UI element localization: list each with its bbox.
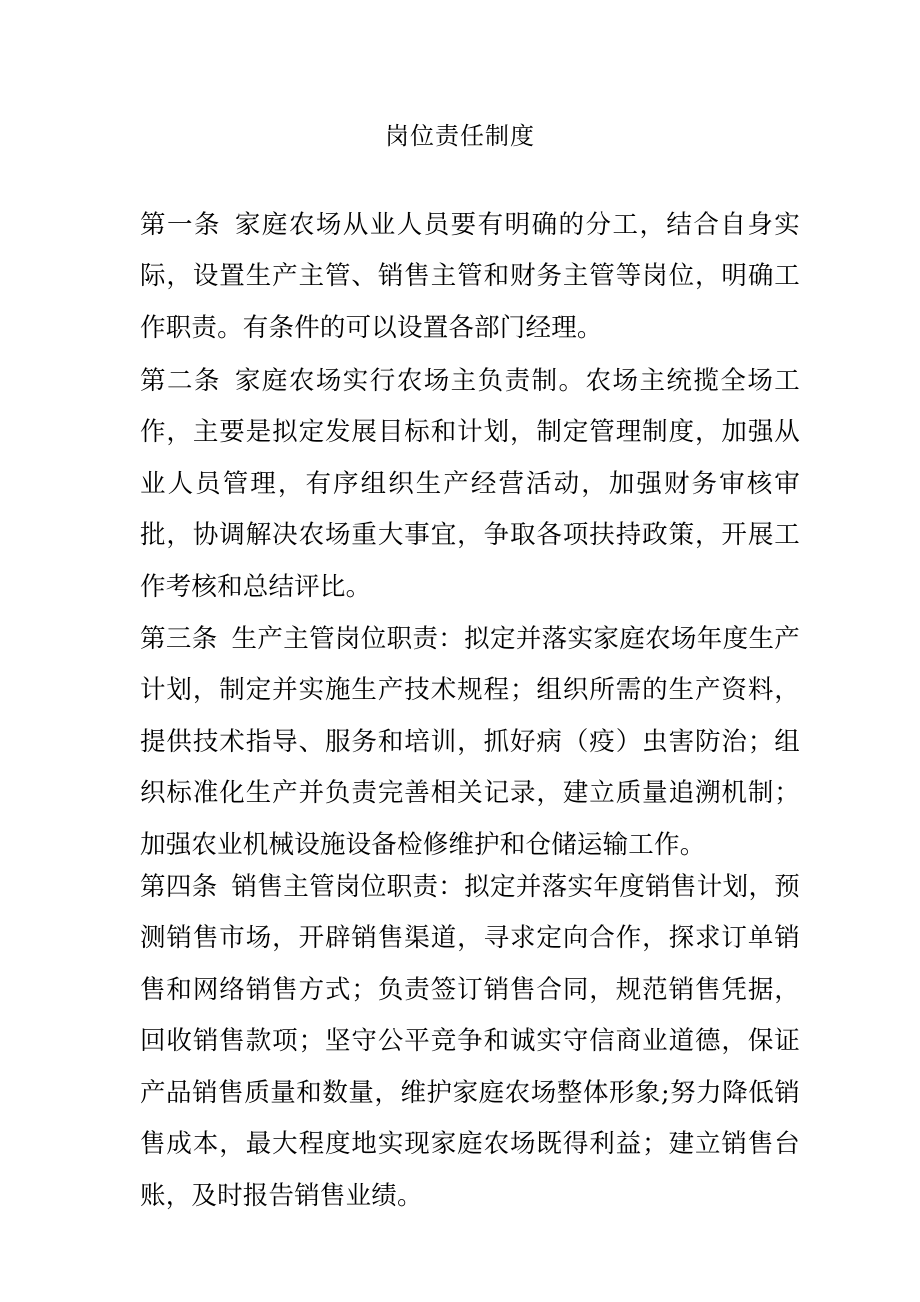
article-number: 第一条 (140, 209, 221, 240)
article-text: 销售主管岗位职责：拟定并落实年度销售计划，预测销售市场，开辟销售渠道，寻求定向合作，探求订单销售和网络销售方式；负责签订销售合同，规范销售凭据，回收销售款项；坚守公平竞争和诚实守信商业道德，保证产品销售质量和数量，维护家庭农场整体形象;努力降低销售成本，最大程度地实现家庭农场既得利益；建立销售台账，及时报告销售业绩。 (140, 871, 800, 1211)
article-paragraph (140, 356, 800, 614)
article-number: 第二条 (140, 365, 221, 396)
article-text: 生产主管岗位职责：拟定并落实家庭农场年度生产计划，制定并实施生产技术规程；组织所需的生产资料，提供技术指导、服务和培训，抓好病（疫）虫害防治；组织标准化生产并负责完善相关记录，建立质量追溯机制；加强农业机械设施设备检修维护和仓储运输工作。 (140, 623, 800, 860)
article-paragraph (140, 614, 800, 872)
article-number: 第三条 (140, 623, 218, 654)
article-text: 家庭农场实行农场主负责制。农场主统揽全场工作，主要是拟定发展目标和计划，制定管理制度，加强从业人员管理，有序组织生产经营活动，加强财务审核审批，协调解决农场重大事宜，争取各项扶持政策，开展工作考核和总结评比。 (140, 365, 801, 602)
article-text: 家庭农场从业人员要有明确的分工，结合自身实际，设置生产主管、销售主管和财务主管等岗位，明确工作职责。有条件的可以设置各部门经理。 (140, 209, 801, 343)
document-title: 岗位责任制度 (385, 122, 535, 150)
article-paragraph (140, 862, 800, 1223)
article-number: 第四条 (140, 871, 218, 902)
article-paragraph (140, 200, 800, 355)
